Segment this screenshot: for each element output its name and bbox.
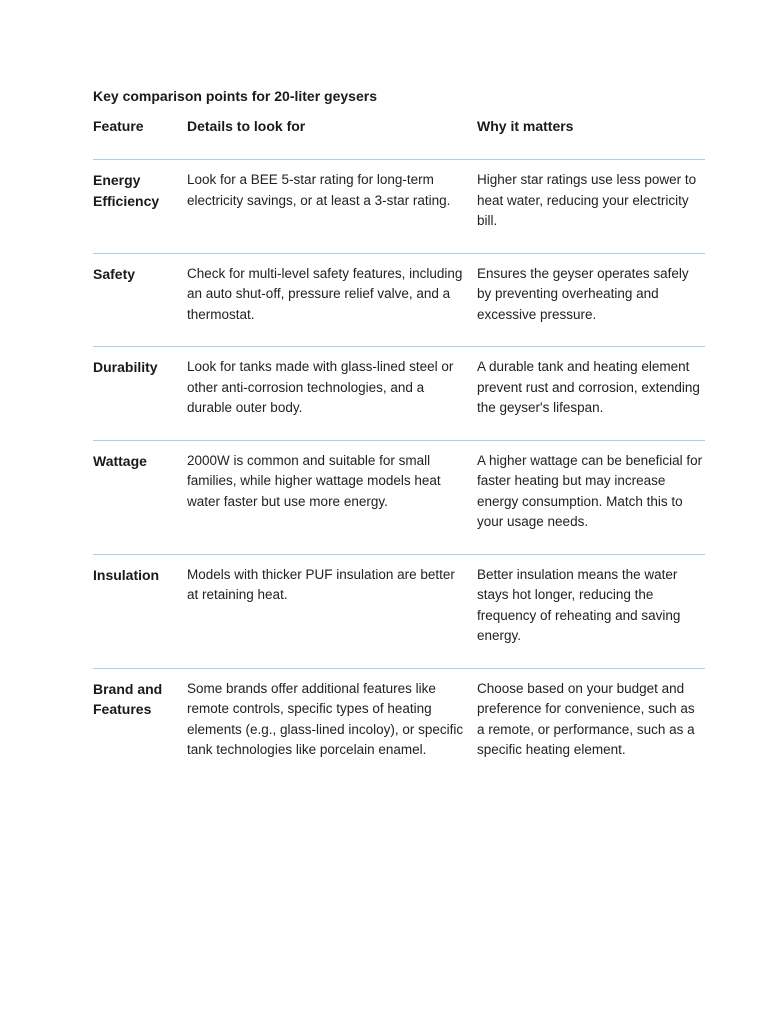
header-details: Details to look for <box>187 116 477 160</box>
cell-details: Models with thicker PUF insulation are better at retaining heat. <box>187 554 477 668</box>
table-row <box>93 668 705 782</box>
cell-feature: Safety <box>93 253 187 347</box>
page-title: Key comparison points for 20-liter geysers <box>93 88 377 104</box>
document-body <box>93 86 705 782</box>
cell-why: A durable tank and heating element prevent rust and corrosion, extending the geyser's lifespan. <box>477 347 705 441</box>
cell-feature: Wattage <box>93 440 187 554</box>
cell-feature: Durability <box>93 347 187 441</box>
cell-details: Look for a BEE 5-star rating for long-term electricity savings, or at least a 3-star rating. <box>187 160 477 254</box>
cell-feature: Energy Efficiency <box>93 160 187 254</box>
cell-why: Ensures the geyser operates safely by preventing overheating and excessive pressure. <box>477 253 705 347</box>
table-header-row <box>93 116 705 160</box>
cell-why: Higher star ratings use less power to heat water, reducing your electricity bill. <box>477 160 705 254</box>
cell-why: A higher wattage can be beneficial for faster heating but may increase energy consumption. Match this to your usage needs. <box>477 440 705 554</box>
cell-feature: Brand and Features <box>93 680 163 717</box>
table-row <box>93 160 705 254</box>
comparison-table <box>93 116 705 782</box>
cell-feature: Insulation <box>93 554 187 668</box>
table-row <box>93 440 705 554</box>
table-row <box>93 554 705 668</box>
header-why: Why it matters <box>477 116 705 160</box>
header-feature: Feature <box>93 116 187 160</box>
table-row <box>93 253 705 347</box>
cell-details: 2000W is common and suitable for small families, while higher wattage models heat water faster but use more energy. <box>187 440 477 554</box>
table-row <box>93 347 705 441</box>
cell-details: Some brands offer additional features like remote controls, specific types of heating elements (e.g., glass-lined incoloy), or specific tank technologies like porcelain enamel. <box>187 680 464 757</box>
cell-details: Look for tanks made with glass-lined steel or other anti-corrosion technologies, and a durable outer body. <box>187 347 477 441</box>
cell-why: Better insulation means the water stays hot longer, reducing the frequency of reheating and saving energy. <box>477 554 705 668</box>
cell-why: Choose based on your budget and preference for convenience, such as a remote, or performance, such as a specific heating element. <box>477 680 695 757</box>
cell-details: Check for multi-level safety features, including an auto shut-off, pressure relief valve, and a thermostat. <box>187 253 477 347</box>
